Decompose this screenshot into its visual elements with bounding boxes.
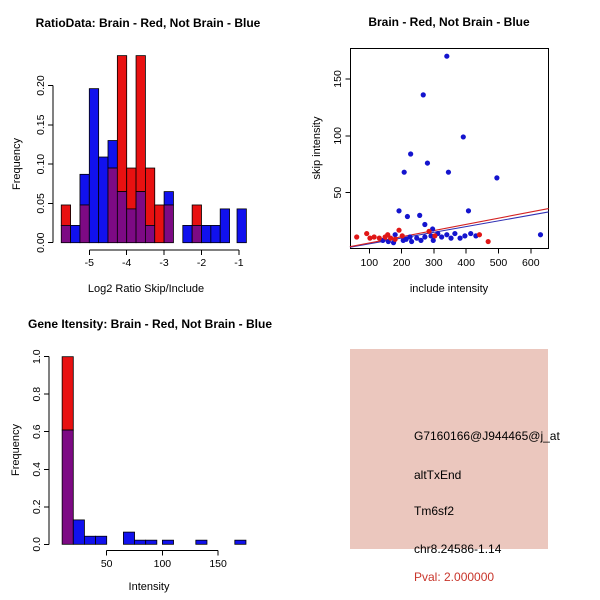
scatter-point-red (372, 234, 377, 239)
hist-bar-overlap (117, 192, 126, 243)
y-tick-label: 0.10 (35, 153, 47, 175)
hist-bar-blue (84, 536, 95, 544)
x-tick-label: 200 (392, 257, 411, 269)
y-tick-label: 100 (332, 127, 344, 145)
ratio-histogram-plot (35, 56, 246, 269)
scatter-point-blue (538, 232, 543, 237)
x-tick-label: 100 (153, 558, 172, 570)
hist-bar-blue (183, 225, 192, 242)
scatter-point-blue (425, 160, 430, 165)
x-tick-label: -2 (196, 257, 207, 269)
scatter-point-red (388, 236, 393, 241)
gene-intensity-histogram-ylabel: Frequency (10, 424, 22, 476)
hist-bar-blue (135, 540, 146, 544)
y-tick-label: 150 (332, 70, 344, 88)
intensity-scatter-title: Brain - Red, Not Brain - Blue (368, 15, 530, 29)
scatter-point-blue (446, 170, 451, 175)
scatter-point-red (354, 234, 359, 239)
hist-bar-red (136, 56, 145, 192)
hist-bar-blue (146, 540, 157, 544)
hist-bar-overlap (108, 168, 117, 243)
panel-gene-intensity-histogram (0, 300, 300, 600)
scatter-point-blue (396, 208, 401, 213)
hist-bar-blue (235, 540, 246, 544)
scatter-point-blue (393, 232, 398, 237)
gene-symbol: Tm6sf2 (414, 504, 455, 518)
gene-intensity-histogram-xlabel: Intensity (128, 581, 170, 593)
x-tick-label: 400 (457, 257, 475, 269)
hist-bar-blue (89, 89, 98, 243)
hist-bar-blue (108, 141, 117, 169)
hist-bar-blue (73, 520, 84, 544)
scatter-point-blue (422, 234, 427, 239)
hist-bar-blue (220, 209, 229, 243)
scatter-point-blue (417, 213, 422, 218)
x-tick-label: -4 (122, 257, 132, 269)
y-tick-label: 0.6 (31, 424, 43, 440)
probeset-id: G7160166@J944465@j_at (414, 429, 560, 443)
y-tick-label: 0.00 (35, 232, 47, 253)
fit-line-blue (350, 212, 549, 247)
scatter-point-blue (457, 236, 462, 241)
hist-bar-overlap (62, 430, 73, 544)
x-tick-label: -3 (159, 257, 169, 269)
scatter-point-blue (466, 208, 471, 213)
y-tick-label: 0.4 (31, 461, 43, 477)
scatter-point-red (377, 236, 382, 241)
hist-bar-blue (164, 192, 173, 205)
y-tick-label: 0.15 (35, 114, 47, 136)
hist-bar-overlap (164, 205, 173, 243)
hist-bar-blue (196, 540, 207, 544)
y-tick-label: 50 (332, 186, 344, 199)
intensity-scatter-ylabel: skip intensity (311, 116, 323, 180)
plot-box (351, 48, 549, 248)
scatter-point-blue (494, 175, 499, 180)
scatter-point-red (364, 231, 369, 236)
hist-bar-blue (99, 157, 108, 243)
panel-intensity-scatter (300, 0, 600, 300)
hist-bar-blue (162, 540, 173, 544)
scatter-point-red (426, 229, 431, 234)
hist-bar-red (127, 168, 136, 209)
scatter-point-blue (444, 54, 449, 59)
scatter-point-red (486, 239, 491, 244)
ratio-histogram-ylabel: Frequency (11, 138, 23, 190)
scatter-point-blue (431, 238, 436, 243)
scatter-point-blue (461, 134, 466, 139)
x-tick-label: 100 (360, 257, 379, 269)
ratio-histogram-title: RatioData: Brain - Red, Not Brain - Blue (35, 16, 261, 30)
hist-bar-overlap (127, 209, 136, 243)
gene-intensity-histogram-plot (31, 349, 246, 570)
intensity-scatter-plot (332, 48, 549, 269)
gene-info-card (350, 349, 560, 584)
x-tick-label: 150 (209, 558, 227, 570)
panel-gene-info (300, 300, 600, 600)
intensity-scatter-svg (300, 0, 600, 300)
scatter-point-blue (407, 234, 412, 239)
splice-event-type: altTxEnd (414, 468, 462, 482)
scatter-point-blue (468, 231, 473, 236)
scatter-point-blue (439, 234, 444, 239)
gene-intensity-histogram-title: Gene Itensity: Brain - Red, Not Brain - Blue (27, 317, 273, 331)
fit-line-red (350, 209, 549, 247)
x-tick-label: 300 (425, 257, 443, 269)
intensity-scatter-xlabel: include intensity (409, 283, 489, 295)
pval-text: Pval: 2.000000 (414, 570, 495, 584)
hist-bar-blue (211, 225, 220, 242)
x-tick-label: 600 (522, 257, 540, 269)
scatter-point-blue (444, 232, 449, 237)
hist-bar-overlap (80, 205, 89, 243)
y-tick-label: 1.0 (31, 349, 43, 365)
ratio-histogram-svg (0, 0, 300, 300)
hist-bar-red (155, 205, 164, 243)
scatter-point-red (396, 228, 401, 233)
scatter-point-red (477, 232, 482, 237)
hist-bar-overlap (192, 225, 201, 242)
y-tick-label: 0.0 (31, 536, 43, 552)
hist-bar-red (145, 168, 154, 225)
x-tick-label: -5 (84, 257, 94, 269)
scatter-point-blue (405, 214, 410, 219)
y-tick-label: 0.2 (31, 499, 43, 515)
chromosome-location: chr8.24586-1.14 (414, 542, 502, 556)
hist-bar-red (117, 56, 126, 192)
ratio-histogram-xlabel: Log2 Ratio Skip/Include (87, 283, 205, 295)
x-tick-label: 50 (100, 558, 113, 570)
hist-bar-overlap (136, 192, 145, 243)
y-tick-label: 0.8 (31, 386, 43, 402)
gene-intensity-histogram-svg (0, 300, 300, 600)
scatter-point-blue (462, 233, 467, 238)
y-tick-label: 0.20 (35, 75, 47, 96)
hist-bar-overlap (145, 225, 154, 242)
scatter-point-blue (422, 222, 427, 227)
hist-bar-blue (237, 209, 246, 243)
hist-bar-blue (123, 532, 134, 544)
scatter-point-blue (409, 239, 414, 244)
scatter-point-blue (408, 151, 413, 156)
y-tick-label: 0.05 (35, 193, 47, 214)
scatter-point-blue (421, 92, 426, 97)
hist-bar-red (61, 205, 70, 225)
x-tick-label: 500 (489, 257, 508, 269)
scatter-point-blue (452, 231, 457, 236)
hist-bar-red (192, 205, 201, 225)
hist-bar-blue (202, 225, 211, 242)
scatter-point-blue (448, 236, 453, 241)
scatter-point-red (400, 233, 405, 238)
panel-ratio-histogram (0, 0, 300, 300)
scatter-point-red (393, 237, 398, 242)
x-tick-label: -1 (234, 257, 244, 269)
hist-bar-blue (71, 225, 80, 242)
scatter-point-blue (402, 170, 407, 175)
scatter-point-red (432, 233, 437, 238)
hist-bar-overlap (61, 225, 70, 242)
hist-bar-red (62, 357, 73, 430)
hist-bar-blue (80, 174, 89, 205)
hist-bar-blue (96, 536, 107, 544)
